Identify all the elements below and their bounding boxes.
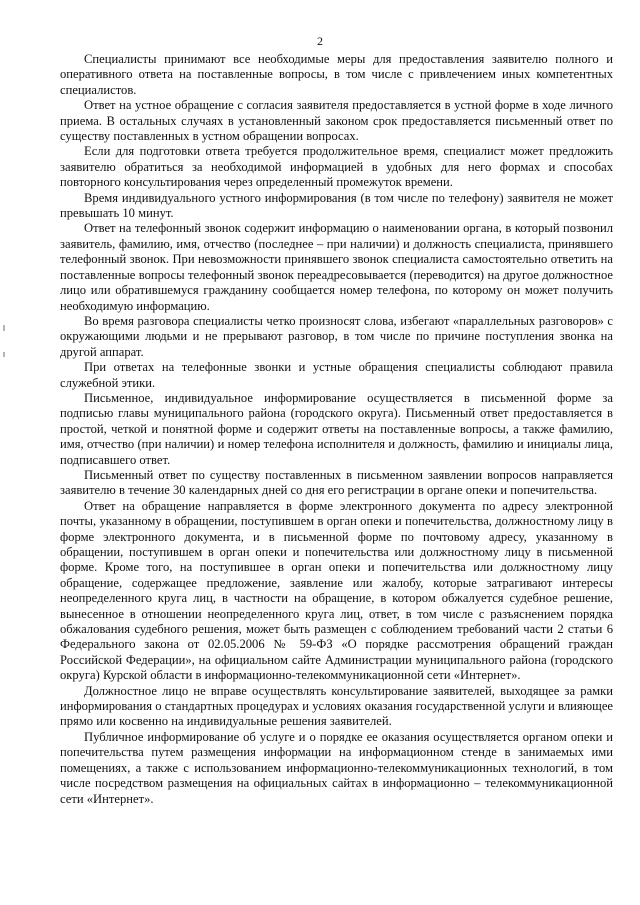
paragraph-phone-answer: Ответ на телефонный звонок содержит информацию о наименовании органа, в который позвонил заявитель, фамилию, имя, отчество (последнее – при наличии) и должность специалиста, принявшего телефонный звонок. При невозможности принявшего звонок специалиста самостоятельно ответить на поставленные вопросы телефонный звонок переадресовывается (переводится) на другое должностное лицо или обратившемуся гражданину сообщается номер телефона, по которому он может получить необходимую информацию. xyxy=(60,221,613,313)
paragraph-long-preparation: Если для подготовки ответа требуется продолжительное время, специалист может предложить заявителю обратиться за необходимой информацией в удобных для него формах и способах повторного консультирования через определенный промежуток времени. xyxy=(60,144,613,190)
paragraph-written-answer-term: Письменный ответ по существу поставленных в письменном заявлении вопросов направляется заявителю в течение 30 календарных дней со дня его регистрации в органе опеки и попечительства. xyxy=(60,467,613,498)
paragraph-consulting-limits: Должностное лицо не вправе осуществлять консультирование заявителей, выходящее за рамки информирования о стандартных процедурах и условиях оказания государственной услуги и влияющее прямо или косвенно на индивидуальные решения заявителей. xyxy=(60,683,613,729)
scan-margin-mark xyxy=(3,352,5,357)
paragraph-conversation-rules: Во время разговора специалисты четко произносят слова, избегают «параллельных разговоров» с окружающими людьми и не прерывают разговор, в том числе по причине поступления звонка на другой аппарат. xyxy=(60,313,613,359)
paragraph-service-ethics: При ответах на телефонные звонки и устные обращения специалисты соблюдают правила служебной этики. xyxy=(60,360,613,390)
paragraph-specialists-measures: Специалисты принимают все необходимые меры для предоставления заявителю полного и оперативного ответа на поставленные вопросы, в том числе с привлечением иных компетентных специалистов. xyxy=(60,52,613,97)
paragraph-public-informing: Публичное информирование об услуге и о порядке ее оказания осуществляется органом опеки и попечительства путем размещения информации на информационном стенде в занимаемых ими помещениях, а также с использованием информационно-телекоммуникационных технологий, в том числе посредством размещения на официальных сайтах в информационно – телекоммуникационной сети «Интернет». xyxy=(60,729,613,806)
paragraph-oral-answer: Ответ на устное обращение с согласия заявителя предоставляется в устной форме в ходе личного приема. В остальных случаях в установленный законом срок предоставляется письменный ответ по существу поставленных в устном обращении вопросах. xyxy=(60,98,613,144)
document-body xyxy=(60,52,613,807)
paragraph-time-limit: Время индивидуального устного информирования (в том числе по телефону) заявителя не может превышать 10 минут. xyxy=(60,190,613,221)
paragraph-electronic-answer: Ответ на обращение направляется в форме электронного документа по адресу электронной почты, указанному в обращении, поступившем в орган опеки и попечительства, должностному лицу в форме электронного документа, и в письменной форме по почтовому адресу, указанному в обращении, поступившем в орган опеки и попечительства или должностному лицу в письменной форме. Кроме того, на поступившее в орган опеки и попечительства или должностному лицу обращение, содержащее предложение, заявление или жалобу, которые затрагивают интересы неопределенного круга лиц, в частности на обращение, в котором обжалуется судебное решение, вынесенное в отношении неопределенного круга лиц, ответ, в том числе с разъяснением порядка обжалования судебного решения, может быть размещен с соблюдением требований части 2 статьи 6 Федерального закона от 02.05.2006 № 59-ФЗ «О порядке рассмотрения обращений граждан Российской Федерации», на официальном сайте Администрации муниципального района (городского округа) Курской области в информационно-телекоммуникационной сети «Интернет». xyxy=(60,498,613,683)
page-number: 2 xyxy=(317,34,323,48)
scan-margin-mark xyxy=(3,325,5,331)
paragraph-written-informing: Письменное, индивидуальное информирование осуществляется в письменной форме за подписью главы муниципального района (городского округа). Письменный ответ предоставляется в простой, четкой и понятной форме и содержит ответы на поставленные вопросы, а также фамилию, имя, отчество (при наличии) и номер телефона исполнителя и должность, фамилию и инициалы лица, подписавшего ответ. xyxy=(60,390,613,467)
